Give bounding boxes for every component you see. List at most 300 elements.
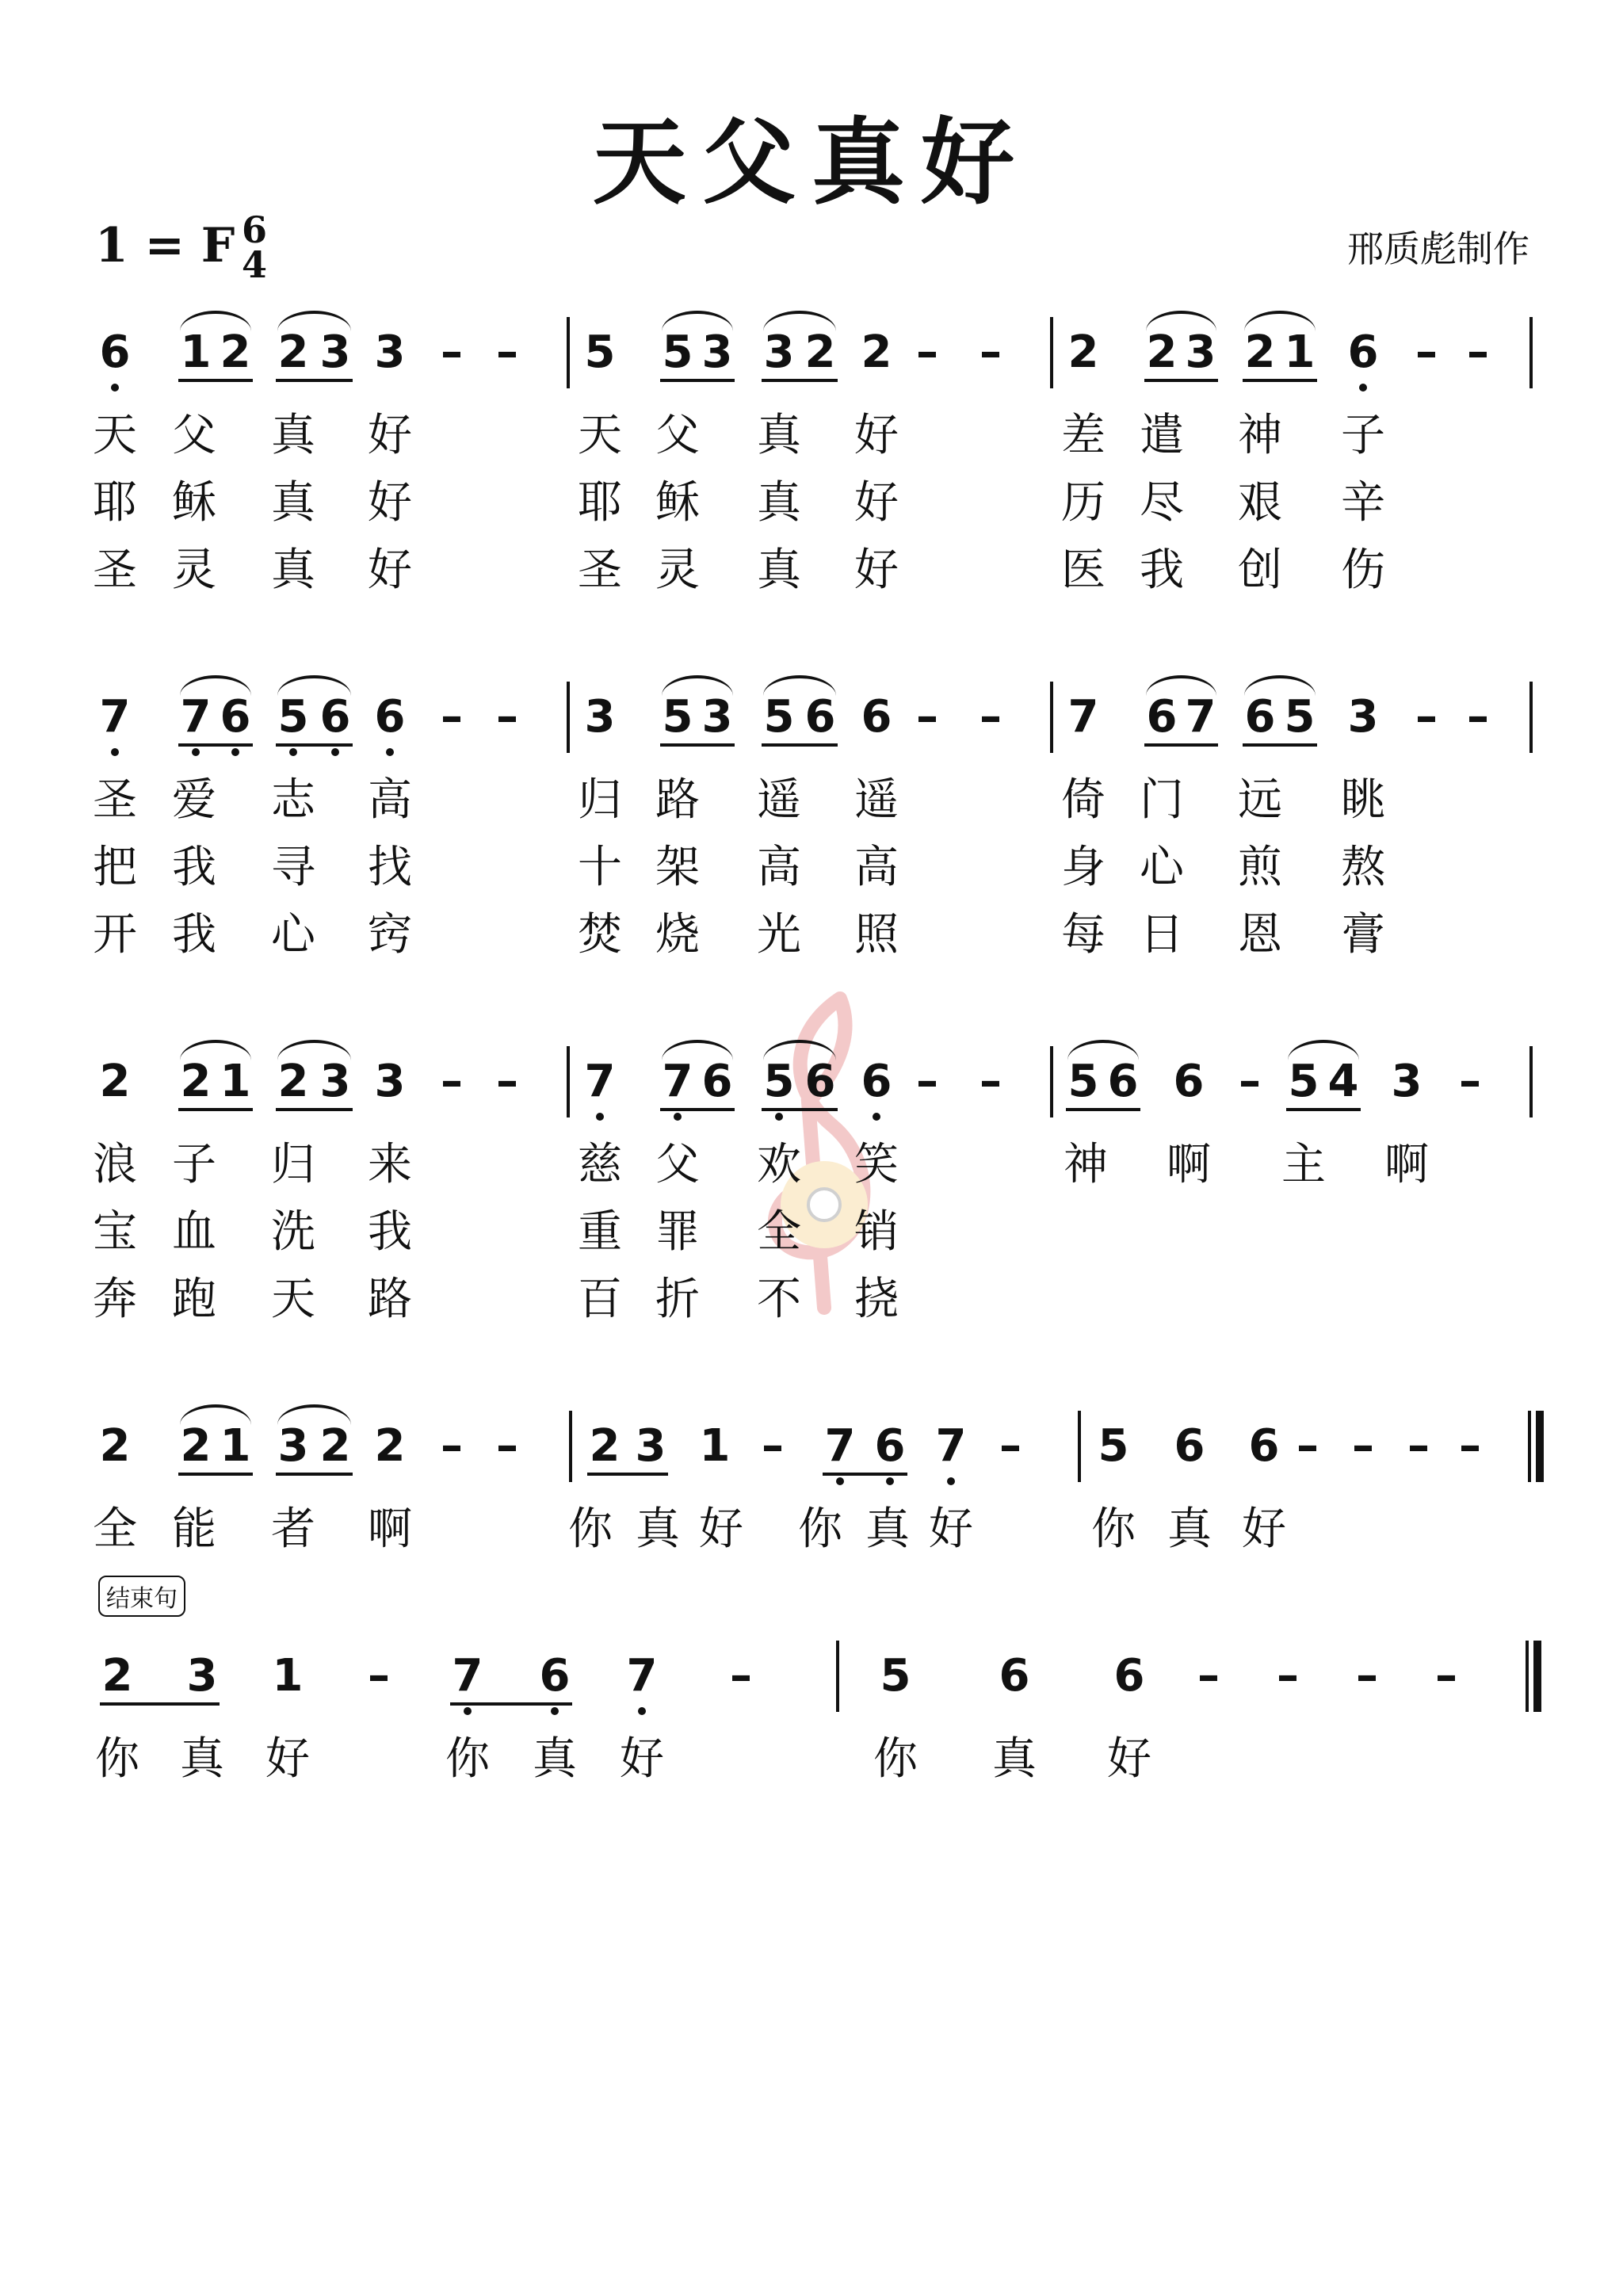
lyric-char: 日 bbox=[1140, 909, 1184, 961]
lyric-char: 真 bbox=[636, 1503, 680, 1555]
hold-dash: – bbox=[916, 1056, 938, 1107]
note: 2 bbox=[1244, 327, 1276, 378]
time-signature bbox=[235, 208, 274, 286]
lyric-char: 慈 bbox=[578, 1139, 622, 1190]
lyric-char: 父 bbox=[655, 410, 700, 461]
note: 7 bbox=[821, 1419, 859, 1474]
note: 7 bbox=[449, 1648, 487, 1704]
lyric-char: 圣 bbox=[578, 544, 622, 596]
hold-dash: – bbox=[1415, 691, 1438, 743]
note: 2 bbox=[589, 1420, 621, 1472]
slur-arc bbox=[662, 1040, 733, 1060]
lyric-char: 笑 bbox=[854, 1139, 899, 1190]
slur-arc bbox=[180, 311, 251, 331]
hold-dash: – bbox=[1415, 327, 1438, 378]
slur-arc bbox=[1067, 1040, 1139, 1060]
note: 3 bbox=[1347, 691, 1379, 743]
note: 6 bbox=[1146, 691, 1178, 743]
lyric-char: 折 bbox=[655, 1274, 700, 1325]
lyric-char: 我 bbox=[172, 909, 216, 961]
note: 3 bbox=[186, 1650, 218, 1702]
eighth-note-underline bbox=[587, 1473, 668, 1476]
hold-dash: – bbox=[1296, 1420, 1319, 1472]
note: 1 bbox=[1284, 327, 1316, 378]
lyric-char: 子 bbox=[172, 1139, 216, 1190]
lyric-char: 好 bbox=[854, 544, 899, 596]
lyric-char: 真 bbox=[757, 477, 801, 529]
eighth-note-underline bbox=[276, 1473, 353, 1476]
note: 2 bbox=[277, 327, 309, 378]
note: 2 bbox=[277, 1056, 309, 1107]
lyric-char: 真 bbox=[271, 544, 315, 596]
slur-arc bbox=[763, 675, 836, 696]
note: 6 bbox=[536, 1648, 574, 1704]
lyric-char: 父 bbox=[655, 1139, 700, 1190]
hold-dash: – bbox=[980, 327, 1002, 378]
eighth-note-underline bbox=[762, 1108, 838, 1111]
lyric-char: 好 bbox=[368, 477, 412, 529]
lyric-char: 心 bbox=[1140, 842, 1184, 893]
lyric-char: 主 bbox=[1281, 1139, 1326, 1190]
note: 6 bbox=[871, 1419, 909, 1474]
lyric-char: 你 bbox=[1091, 1503, 1136, 1555]
hold-dash: – bbox=[999, 1420, 1022, 1472]
lyric-char: 熬 bbox=[1341, 842, 1385, 893]
note: 3 bbox=[319, 1056, 351, 1107]
lyric-char: 销 bbox=[854, 1206, 899, 1258]
note: 2 bbox=[180, 1056, 212, 1107]
eighth-note-underline bbox=[762, 379, 838, 382]
lyric-char: 全 bbox=[757, 1206, 801, 1258]
note: 6 bbox=[1344, 325, 1382, 380]
lyric-char: 你 bbox=[445, 1733, 490, 1785]
note: 6 bbox=[1107, 1056, 1139, 1107]
lyric-char: 圣 bbox=[93, 774, 137, 826]
slur-arc bbox=[1288, 1040, 1359, 1060]
note: 7 bbox=[1067, 691, 1099, 743]
note: 6 bbox=[1174, 1420, 1205, 1472]
note: 6 bbox=[1248, 1420, 1280, 1472]
lyric-char: 烧 bbox=[655, 909, 700, 961]
lyric-char: 光 bbox=[757, 909, 801, 961]
lyric-char: 你 bbox=[873, 1733, 918, 1785]
notation-row bbox=[0, 690, 1623, 769]
low-octave-dot bbox=[111, 384, 119, 392]
hold-dash: – bbox=[1356, 1650, 1378, 1702]
lyric-char: 高 bbox=[757, 842, 801, 893]
lyric-char: 高 bbox=[854, 842, 899, 893]
note: 6 bbox=[1244, 691, 1276, 743]
lyric-char: 真 bbox=[757, 410, 801, 461]
low-octave-dot bbox=[231, 748, 239, 756]
lyric-char: 啊 bbox=[368, 1503, 412, 1555]
lyric-char: 耶 bbox=[93, 477, 137, 529]
slur-arc bbox=[763, 311, 836, 331]
note: 2 bbox=[1067, 327, 1099, 378]
hold-dash: – bbox=[368, 1650, 390, 1702]
slur-arc bbox=[1146, 675, 1216, 696]
low-octave-dot bbox=[551, 1707, 559, 1715]
hold-dash: – bbox=[916, 327, 938, 378]
hold-dash: – bbox=[1467, 327, 1489, 378]
note: 2 bbox=[99, 1056, 131, 1107]
note: 3 bbox=[584, 691, 616, 743]
eighth-note-underline bbox=[660, 379, 735, 382]
low-octave-dot bbox=[775, 1113, 783, 1121]
bar-line bbox=[1529, 317, 1533, 388]
lyric-char: 遥 bbox=[854, 774, 899, 826]
lyric-char: 稣 bbox=[172, 477, 216, 529]
lyric-char: 真 bbox=[992, 1733, 1037, 1785]
note: 6 bbox=[861, 691, 892, 743]
lyric-char: 你 bbox=[798, 1503, 842, 1555]
bar-line bbox=[1050, 317, 1053, 388]
note: 3 bbox=[277, 1420, 309, 1472]
hold-dash: – bbox=[980, 691, 1002, 743]
lyric-char: 架 bbox=[655, 842, 700, 893]
hold-dash: – bbox=[916, 691, 938, 743]
final-bar-line bbox=[1536, 1411, 1544, 1482]
note: 6 bbox=[1113, 1650, 1145, 1702]
note: 3 bbox=[763, 327, 795, 378]
hold-dash: – bbox=[980, 1056, 1002, 1107]
hold-dash: – bbox=[496, 1056, 518, 1107]
hold-dash: – bbox=[1352, 1420, 1374, 1472]
meter-bottom: 4 bbox=[241, 243, 267, 286]
lyric-char: 创 bbox=[1238, 544, 1282, 596]
lyric-char: 真 bbox=[1167, 1503, 1212, 1555]
note: 7 bbox=[659, 1054, 697, 1110]
lyric-char: 倚 bbox=[1061, 774, 1106, 826]
note: 7 bbox=[932, 1419, 970, 1474]
bar-line bbox=[1529, 1046, 1533, 1117]
lyric-char: 开 bbox=[93, 909, 137, 961]
note: 1 bbox=[272, 1650, 304, 1702]
note: 2 bbox=[101, 1650, 133, 1702]
lyric-char: 归 bbox=[578, 774, 622, 826]
lyric-char: 神 bbox=[1064, 1139, 1108, 1190]
eighth-note-underline bbox=[1066, 1108, 1140, 1111]
note: 6 bbox=[804, 691, 836, 743]
lyric-char: 啊 bbox=[1167, 1139, 1211, 1190]
lyric-char: 焚 bbox=[578, 909, 622, 961]
slur-arc bbox=[662, 675, 733, 696]
note: 7 bbox=[581, 1054, 619, 1110]
note: 3 bbox=[319, 327, 351, 378]
lyric-char: 重 bbox=[578, 1206, 622, 1258]
lyric-char: 奔 bbox=[93, 1274, 137, 1325]
lyric-char: 遥 bbox=[757, 774, 801, 826]
lyric-char: 尽 bbox=[1140, 477, 1184, 529]
note: 6 bbox=[999, 1650, 1030, 1702]
note: 2 bbox=[1146, 327, 1178, 378]
note: 2 bbox=[861, 327, 892, 378]
hold-dash: – bbox=[1197, 1650, 1220, 1702]
note: 5 bbox=[662, 327, 693, 378]
lyric-char: 欢 bbox=[757, 1139, 801, 1190]
slur-arc bbox=[662, 311, 733, 331]
lyric-char: 挠 bbox=[854, 1274, 899, 1325]
lyric-char: 把 bbox=[93, 842, 137, 893]
slur-arc bbox=[277, 311, 351, 331]
lyric-char: 寻 bbox=[271, 842, 315, 893]
bar-line bbox=[1528, 1411, 1531, 1482]
lyric-char: 好 bbox=[1107, 1733, 1151, 1785]
lyric-char: 找 bbox=[368, 842, 412, 893]
lyric-char: 我 bbox=[368, 1206, 412, 1258]
low-octave-dot bbox=[464, 1707, 472, 1715]
lyric-char: 真 bbox=[865, 1503, 910, 1555]
eighth-note-underline bbox=[276, 379, 353, 382]
bar-line bbox=[1050, 682, 1053, 753]
slur-arc bbox=[1244, 311, 1316, 331]
lyric-char: 医 bbox=[1061, 544, 1106, 596]
low-octave-dot bbox=[886, 1477, 894, 1485]
lyric-char: 恩 bbox=[1238, 909, 1282, 961]
note: 6 bbox=[1173, 1056, 1205, 1107]
bar-line bbox=[567, 1046, 570, 1117]
lyric-char: 身 bbox=[1061, 842, 1106, 893]
note: 7 bbox=[96, 690, 134, 745]
lyric-char: 志 bbox=[271, 774, 315, 826]
notation-row bbox=[0, 1054, 1623, 1133]
bar-line bbox=[1050, 1046, 1053, 1117]
lyric-char: 啊 bbox=[1384, 1139, 1429, 1190]
lyric-char: 煎 bbox=[1238, 842, 1282, 893]
note: 3 bbox=[635, 1420, 666, 1472]
notation-row bbox=[0, 325, 1623, 404]
hold-dash: – bbox=[441, 327, 463, 378]
lyric-char: 伤 bbox=[1341, 544, 1385, 596]
eighth-note-underline bbox=[1286, 1108, 1361, 1111]
lyric-char: 百 bbox=[578, 1274, 622, 1325]
lyric-char: 灵 bbox=[655, 544, 700, 596]
lyric-char: 你 bbox=[568, 1503, 613, 1555]
hold-dash: – bbox=[496, 691, 518, 743]
eighth-note-underline bbox=[450, 1702, 572, 1706]
bar-line bbox=[567, 317, 570, 388]
lyric-char: 路 bbox=[655, 774, 700, 826]
low-octave-dot bbox=[873, 1113, 880, 1121]
note: 5 bbox=[1284, 691, 1316, 743]
note: 3 bbox=[374, 1056, 406, 1107]
low-octave-dot bbox=[674, 1113, 682, 1121]
lyric-char: 我 bbox=[172, 842, 216, 893]
lyric-char: 洗 bbox=[271, 1206, 315, 1258]
low-octave-dot bbox=[596, 1113, 604, 1121]
lyric-char: 天 bbox=[578, 410, 622, 461]
lyric-char: 我 bbox=[1140, 544, 1184, 596]
note: 2 bbox=[374, 1420, 406, 1472]
slur-arc bbox=[180, 675, 251, 696]
lyric-char: 罪 bbox=[655, 1206, 700, 1258]
hold-dash: – bbox=[441, 691, 463, 743]
note: 3 bbox=[701, 327, 733, 378]
lyric-char: 好 bbox=[620, 1733, 664, 1785]
eighth-note-underline bbox=[178, 379, 253, 382]
lyric-char: 远 bbox=[1238, 774, 1282, 826]
lyric-char: 跑 bbox=[172, 1274, 216, 1325]
hold-dash: – bbox=[496, 1420, 518, 1472]
note: 1 bbox=[699, 1420, 731, 1472]
low-octave-dot bbox=[192, 748, 200, 756]
note: 5 bbox=[584, 327, 616, 378]
bar-line bbox=[836, 1641, 839, 1712]
lyric-char: 好 bbox=[265, 1733, 310, 1785]
lyric-char: 稣 bbox=[655, 477, 700, 529]
note: 1 bbox=[220, 1056, 251, 1107]
note: 5 bbox=[1067, 1056, 1099, 1107]
low-octave-dot bbox=[1359, 384, 1367, 392]
bar-line bbox=[1529, 682, 1533, 753]
lyric-char: 每 bbox=[1061, 909, 1106, 961]
notation-row bbox=[0, 1419, 1623, 1498]
note: 5 bbox=[763, 691, 795, 743]
eighth-note-underline bbox=[1243, 379, 1317, 382]
note: 6 bbox=[216, 690, 254, 745]
low-octave-dot bbox=[947, 1477, 955, 1485]
lyric-char: 宝 bbox=[93, 1206, 137, 1258]
low-octave-dot bbox=[836, 1477, 844, 1485]
slur-arc bbox=[277, 675, 351, 696]
slur-arc bbox=[277, 1040, 351, 1060]
note: 7 bbox=[623, 1648, 661, 1704]
eighth-note-underline bbox=[823, 1473, 907, 1476]
note: 2 bbox=[319, 1420, 351, 1472]
lyric-char: 心 bbox=[271, 909, 315, 961]
note: 5 bbox=[274, 690, 312, 745]
low-octave-dot bbox=[331, 748, 339, 756]
eighth-note-underline bbox=[660, 1108, 735, 1111]
note: 3 bbox=[1185, 327, 1216, 378]
bar-line bbox=[1078, 1411, 1081, 1482]
lyric-char: 归 bbox=[271, 1139, 315, 1190]
lyric-char: 不 bbox=[757, 1274, 801, 1325]
slur-arc bbox=[180, 1404, 251, 1425]
hold-dash: – bbox=[1435, 1650, 1457, 1702]
lyric-char: 灵 bbox=[172, 544, 216, 596]
lyric-char: 全 bbox=[93, 1503, 137, 1555]
slur-arc bbox=[1244, 675, 1316, 696]
eighth-note-underline bbox=[1243, 743, 1317, 747]
lyric-char: 高 bbox=[368, 774, 412, 826]
low-octave-dot bbox=[638, 1707, 646, 1715]
eighth-note-underline bbox=[660, 743, 735, 747]
final-bar-line bbox=[1533, 1641, 1541, 1712]
eighth-note-underline bbox=[1144, 743, 1218, 747]
eighth-note-underline bbox=[178, 1108, 253, 1111]
eighth-note-underline bbox=[276, 743, 353, 747]
lyric-char: 父 bbox=[172, 410, 216, 461]
lyric-char: 好 bbox=[929, 1503, 973, 1555]
low-octave-dot bbox=[111, 748, 119, 756]
lyric-char: 真 bbox=[757, 544, 801, 596]
hold-dash: – bbox=[496, 327, 518, 378]
lyric-char: 天 bbox=[93, 410, 137, 461]
note: 5 bbox=[880, 1650, 911, 1702]
lyric-char: 眺 bbox=[1341, 774, 1385, 826]
hold-dash: – bbox=[730, 1650, 752, 1702]
lyric-char: 神 bbox=[1238, 410, 1282, 461]
note: 6 bbox=[804, 1056, 836, 1107]
eighth-note-underline bbox=[1144, 379, 1218, 382]
note: 7 bbox=[1185, 691, 1216, 743]
lyric-char: 照 bbox=[854, 909, 899, 961]
lyric-char: 来 bbox=[368, 1139, 412, 1190]
lyric-char: 艰 bbox=[1238, 477, 1282, 529]
note: 6 bbox=[316, 690, 354, 745]
note: 5 bbox=[662, 691, 693, 743]
hold-dash: – bbox=[441, 1420, 463, 1472]
hold-dash: – bbox=[1459, 1420, 1481, 1472]
lyric-char: 好 bbox=[1242, 1503, 1286, 1555]
lyric-char: 好 bbox=[699, 1503, 743, 1555]
lyric-char: 遣 bbox=[1140, 410, 1184, 461]
lyric-char: 爱 bbox=[172, 774, 216, 826]
lyric-char: 路 bbox=[368, 1274, 412, 1325]
slur-arc bbox=[180, 1040, 251, 1060]
low-octave-dot bbox=[386, 748, 394, 756]
hold-dash: – bbox=[441, 1056, 463, 1107]
low-octave-dot bbox=[289, 748, 297, 756]
song-title: 天父真好 bbox=[592, 108, 1030, 217]
lyric-char: 历 bbox=[1061, 477, 1106, 529]
lyric-char: 你 bbox=[95, 1733, 139, 1785]
note: 2 bbox=[99, 1420, 131, 1472]
note: 6 bbox=[857, 1054, 896, 1110]
note: 6 bbox=[701, 1056, 733, 1107]
lyric-char: 好 bbox=[854, 410, 899, 461]
lyric-char: 膏 bbox=[1341, 909, 1385, 961]
eighth-note-underline bbox=[762, 743, 838, 747]
slur-arc bbox=[277, 1404, 351, 1425]
lyric-char: 好 bbox=[368, 410, 412, 461]
lyric-char: 血 bbox=[172, 1206, 216, 1258]
meter-top: 6 bbox=[241, 208, 267, 251]
lyric-char: 辛 bbox=[1341, 477, 1385, 529]
bar-line bbox=[567, 682, 570, 753]
note: 3 bbox=[701, 691, 733, 743]
lyric-char: 者 bbox=[271, 1503, 315, 1555]
note: 5 bbox=[1288, 1056, 1319, 1107]
ending-phrase-tag: 结束句 bbox=[98, 1576, 185, 1617]
note: 6 bbox=[371, 690, 409, 745]
hold-dash: – bbox=[1467, 691, 1489, 743]
hold-dash: – bbox=[762, 1420, 784, 1472]
lyric-char: 好 bbox=[368, 544, 412, 596]
lyric-char: 窍 bbox=[368, 909, 412, 961]
notation-row bbox=[0, 1648, 1623, 1728]
lyric-char: 子 bbox=[1341, 410, 1385, 461]
note: 2 bbox=[804, 327, 836, 378]
composer-credit: 邢质彪制作 bbox=[1347, 227, 1529, 270]
bar-line bbox=[569, 1411, 572, 1482]
note: 2 bbox=[180, 1420, 212, 1472]
hold-dash: – bbox=[1407, 1420, 1430, 1472]
note: 6 bbox=[96, 325, 134, 380]
eighth-note-underline bbox=[178, 743, 253, 747]
lyric-char: 门 bbox=[1140, 774, 1184, 826]
lyric-char: 真 bbox=[180, 1733, 224, 1785]
lyric-char: 十 bbox=[578, 842, 622, 893]
note: 4 bbox=[1327, 1056, 1359, 1107]
note: 2 bbox=[220, 327, 251, 378]
lyric-char: 能 bbox=[172, 1503, 216, 1555]
lyric-char: 真 bbox=[271, 477, 315, 529]
hold-dash: – bbox=[1239, 1056, 1261, 1107]
hold-dash: – bbox=[1459, 1056, 1481, 1107]
note: 5 bbox=[1098, 1420, 1129, 1472]
